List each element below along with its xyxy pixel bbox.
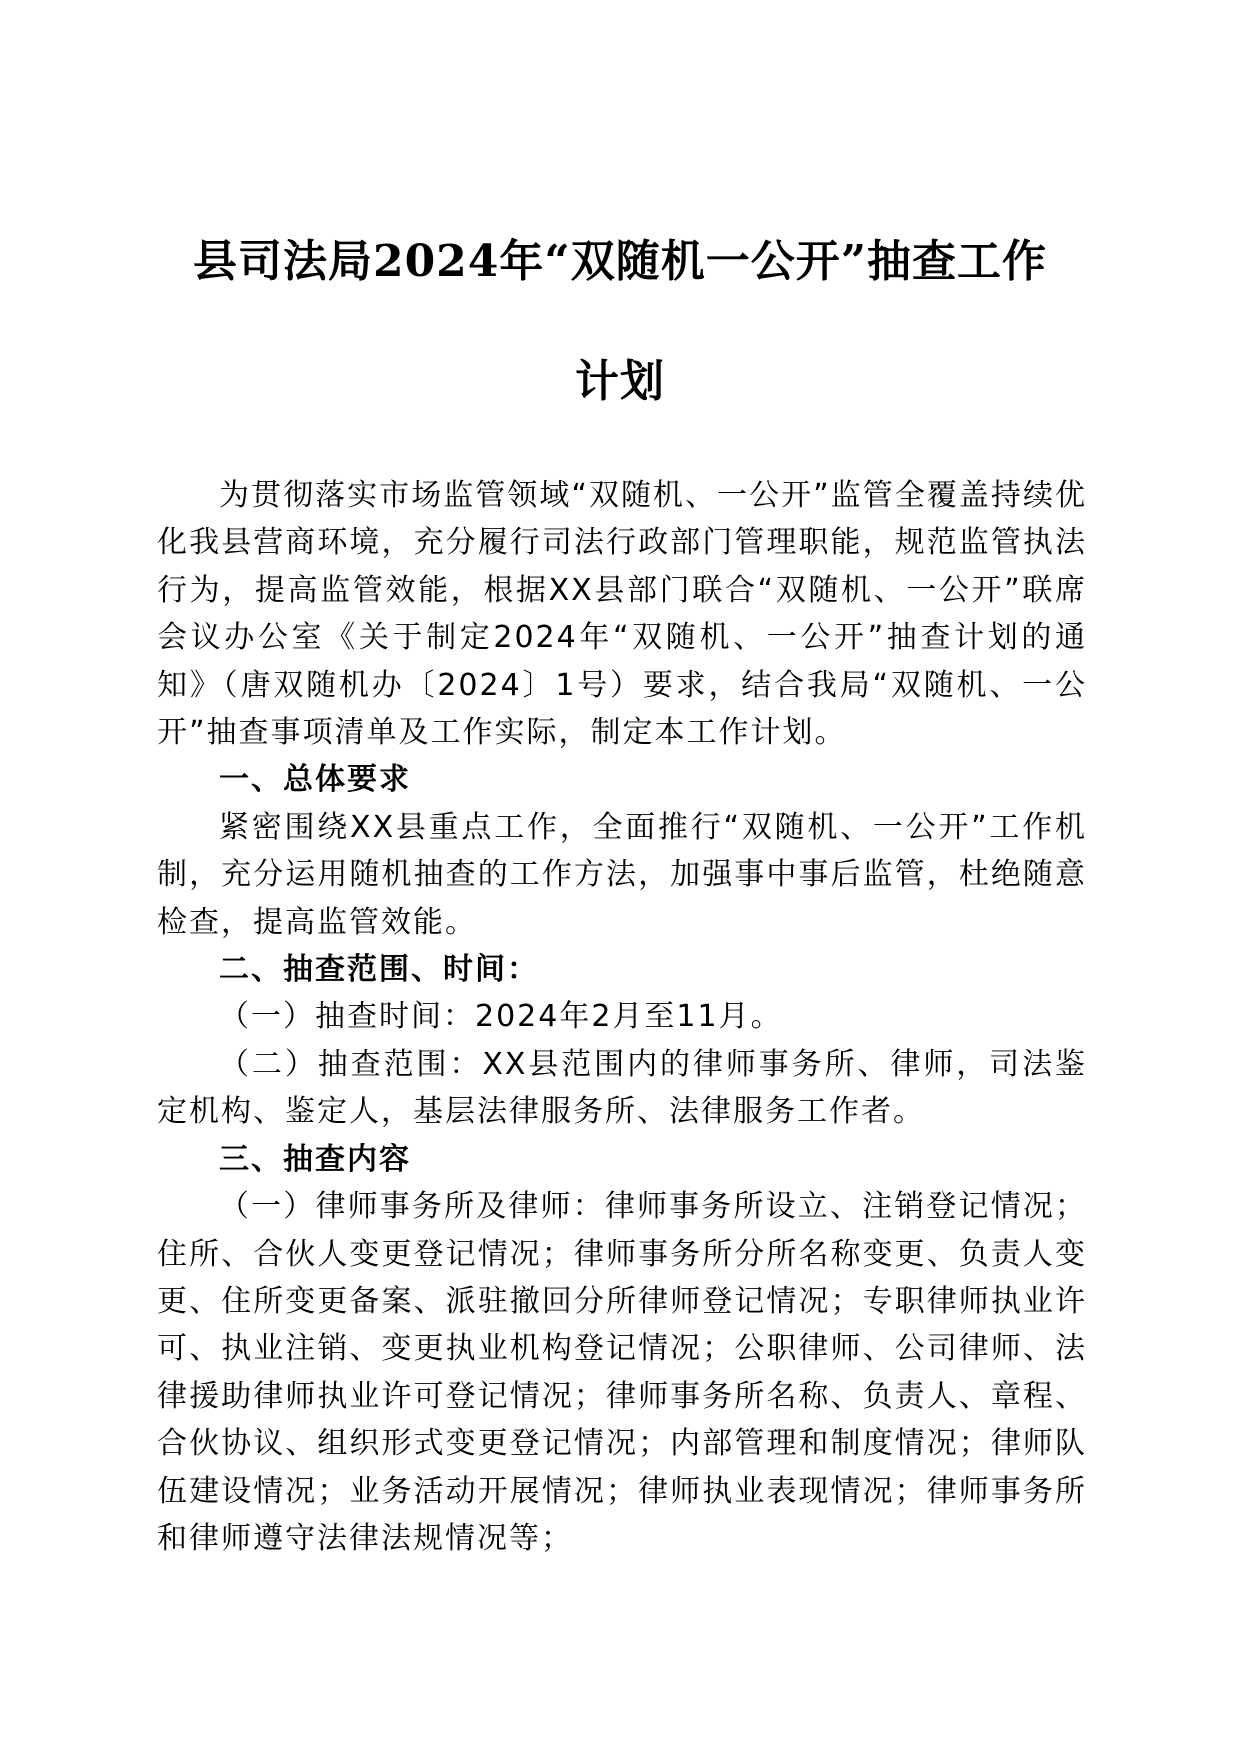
- section2-heading: 二、抽查范围、时间：: [219, 952, 539, 988]
- section2-item-scope: （二）抽查范围：XX县范围内的律师事务所、律师，司法鉴定机构、鉴定人，基层法律服务所、法律服务工作者。: [157, 1046, 1087, 1130]
- section2-item-time: （一）抽查时间：2024年2月至11月。: [219, 999, 783, 1035]
- document-body: [157, 472, 1087, 1562]
- section1-paragraph: 紧密围绕XX县重点工作，全面推行“双随机、一公开”工作机制，充分运用随机抽查的工作方法，加强事中事后监管，杜绝随意检查，提高监管效能。: [157, 809, 1087, 940]
- section3-item-law-firms: （一）律师事务所及律师：律师事务所设立、注销登记情况；住所、合伙人变更登记情况；律师事务所分所名称变更、负责人变更、住所变更备案、派驻撤回分所律师登记情况；专职律师执业许可、执业注销、变更执业机构登记情况；公职律师、公司律师、法律援助律师执业许可登记情况；律师事务所名称、负责人、章程、合伙协议、组织形式变更登记情况；内部管理和制度情况；律师队伍建设情况；业务活动开展情况；律师执业表现情况；律师事务所和律师遵守法律法规情况等；: [157, 1189, 1087, 1556]
- document-title-line2: 计划: [575, 356, 665, 407]
- section1-heading: 一、总体要求: [219, 762, 411, 798]
- section3-heading: 三、抽查内容: [219, 1141, 411, 1177]
- document-title-line1: 县司法局2024年“双随机一公开”抽查工作: [192, 236, 1048, 287]
- intro-paragraph: 为贯彻落实市场监管领域“双随机、一公开”监管全覆盖持续优化我县营商环境，充分履行司法行政部门管理职能，规范监管执法行为，提高监管效能，根据XX县部门联合“双随机、一公开”联席会议办公室《关于制定2024年“双随机、一公开”抽查计划的通知》（唐双随机办〔2024〕1号）要求，结合我局“双随机、一公开”抽查事项清单及工作实际，制定本工作计划。: [157, 478, 1087, 751]
